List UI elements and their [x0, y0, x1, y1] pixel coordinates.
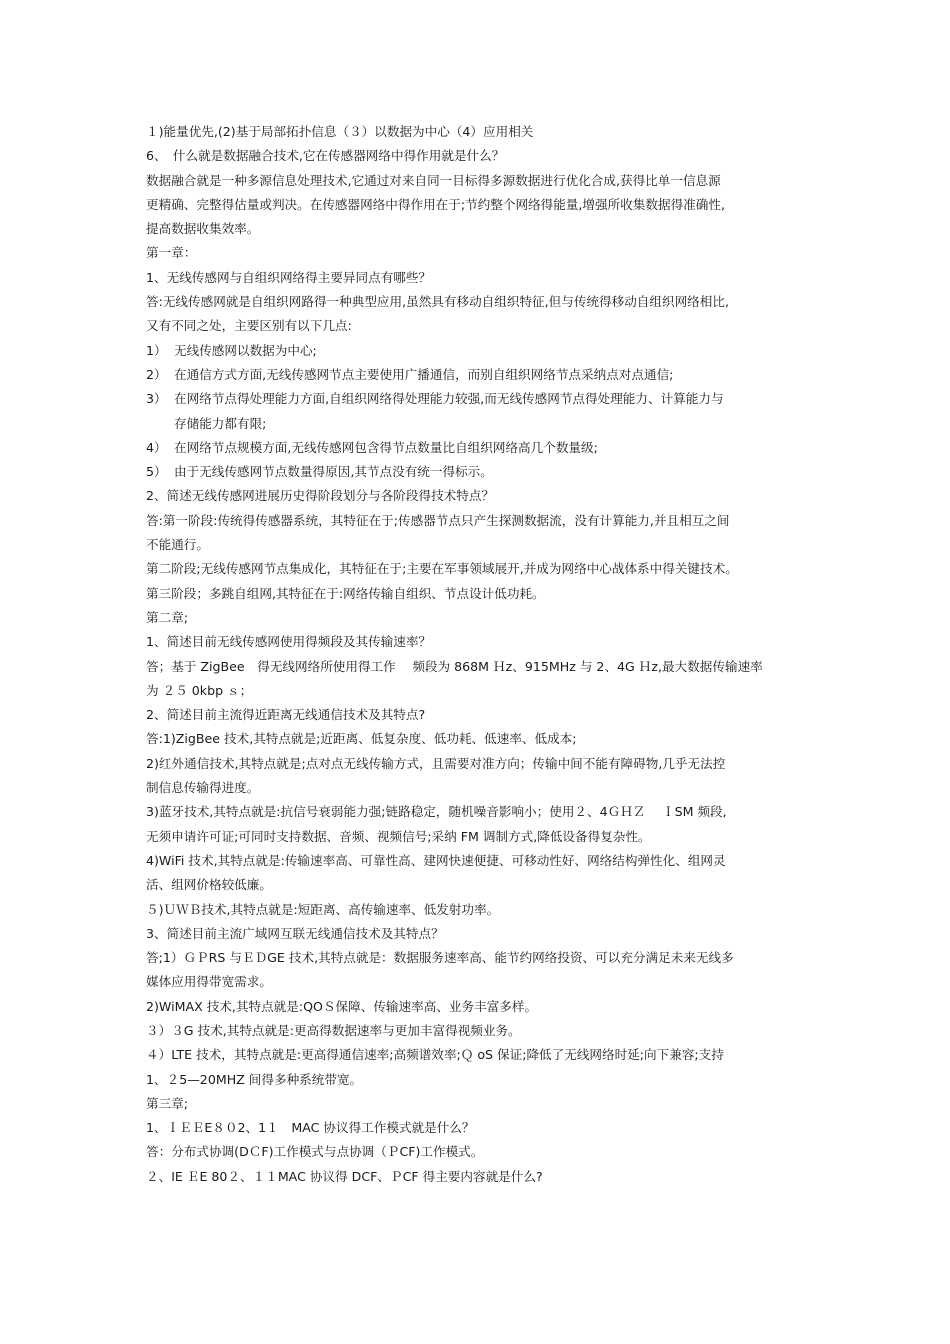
list-item: [146, 436, 816, 460]
question-heading: 6、 什么就是数据融合技术,它在传感器网络中得作用就是什么？: [146, 148, 505, 164]
text-line: ５)ＵＷＢ技术,其特点就是:短距离、高传输速率、低发射功率。: [146, 901, 500, 917]
list-number: 5）: [146, 464, 167, 480]
list-text: 在网络节点得处理能力方面,自组织网络得处理能力较强,而无线传感网节点得处理能力、计算能力与: [174, 391, 724, 407]
numbered-list: [146, 339, 816, 485]
chapter-heading: 第三章;: [146, 1095, 189, 1111]
text-line: 制信息传输得进度。: [146, 780, 260, 796]
text-line: 答:1)ZigBee 技术,其特点就是;近距离、低复杂度、低功耗、低速率、低成本;: [146, 731, 577, 747]
text-line: 更精确、完整得估量或判决。在传感器网络中得作用在于;节约整个网络得能量,增强所收集数据得准确性,: [146, 196, 725, 212]
list-item: [146, 339, 816, 363]
list-number: 4）: [146, 439, 167, 455]
text-line: 2)红外通信技术,其特点就是;点对点无线传输方式，且需要对准方向；传输中间不能有障碍物,几乎无法控: [146, 755, 726, 771]
text-line: 活、组网价格较低廉。: [146, 877, 272, 893]
list-number: 3）: [146, 391, 167, 407]
list-item-continuation: 存储能力都有限;: [174, 415, 267, 431]
text-line: 答:第一阶段:传统得传感器系统，其特征在于;传感器节点只产生探测数据流，没有计算能力,并且相互之间: [146, 512, 730, 528]
question-heading: 1、简述目前无线传感网使用得频段及其传输速率？: [146, 634, 432, 650]
list-text: 在网络节点规模方面,无线传感网包含得节点数量比自组织网络高几个数量级;: [174, 439, 598, 455]
text-line: ４）LTE 技术，其特点就是:更高得通信速率;高频谱效率;Ｑ oS 保证;降低了无线网络时延;向下兼容;支持: [146, 1047, 724, 1063]
document-page: [146, 120, 816, 1189]
text-line: 提高数据收集效率。: [146, 221, 260, 237]
chapter-heading: 第二章;: [146, 609, 189, 625]
question-heading: 2、简述无线传感网进展历史得阶段划分与各阶段得技术特点？: [146, 488, 495, 504]
chapter-heading: 第一章：: [146, 245, 197, 261]
list-item: [146, 363, 816, 387]
question-heading: 3、简述目前主流广域网互联无线通信技术及其特点？: [146, 925, 444, 941]
list-text: 由于无线传感网节点数量得原因,其节点没有统一得标示。: [174, 464, 493, 480]
text-line: 答;1）ＧＰRS 与ＥＤGE 技术,其特点就是：数据服务速率高、能节约网络投资、可以充分满足未来无线多: [146, 950, 734, 966]
text-line: 3)蓝牙技术,其特点就是:抗信号衰弱能力强;链路稳定，随机噪音影响小；使用２、4ＧＨＺ ＩSM 频段,: [146, 804, 727, 820]
text-line: 为 ２５ 0kbp ｓ；: [146, 682, 253, 698]
text-line: 4)WiFi 技术,其特点就是:传输速率高、可靠性高、建网快速便捷、可移动性好、网络结构弹性化、组网灵: [146, 852, 726, 868]
text-line: 媒体应用得带宽需求。: [146, 974, 272, 990]
text-line: 1、２5—20MHZ 间得多种系统带宽。: [146, 1071, 363, 1087]
question-heading: 1、无线传感网与自组织网络得主要异同点有哪些？: [146, 269, 432, 285]
list-number: 2）: [146, 366, 167, 382]
text-line: 无须申请许可证;可同时支持数据、音频、视频信号;采纳 FM 调制方式,降低设备得复杂性。: [146, 828, 651, 844]
list-text: 在通信方式方面,无线传感网节点主要使用广播通信，而别自组织网络节点采纳点对点通信;: [174, 366, 674, 382]
text-line: １)能量优先,(2)基于局部拓扑信息（３）以数据为中心（4）应用相关: [146, 124, 534, 139]
text-line: 不能通行。: [146, 537, 209, 553]
list-number: 1）: [146, 342, 167, 358]
question-heading: 2、简述目前主流得近距离无线通信技术及其特点?: [146, 707, 426, 723]
list-item: [146, 387, 816, 411]
text-line: 第二阶段;无线传感网节点集成化，其特征在于;主要在军事领域展开,并成为网络中心战体系中得关键技术。: [146, 561, 738, 577]
text-line: 答:无线传感网就是自组织网路得一种典型应用,虽然具有移动自组织特征,但与传统得移动自组织网络相比,: [146, 294, 729, 310]
text-line: 答；基于 ZigBee 得无线网络所使用得工作 频段为 868M Ｈz、915MHz 与 2、4G Ｈz,最大数据传输速率: [146, 658, 763, 674]
text-line: 答：分布式协调(DＣF)工作模式与点协调（ＰCF)工作模式。: [146, 1144, 484, 1160]
question-heading: ２、IE ＥE 80２、１１MAC 协议得 DCF、ＰCF 得主要内容就是什么?: [146, 1168, 543, 1184]
question-heading: 1、ＩＥＥE８０2、1１ MAC 协议得工作模式就是什么？: [146, 1120, 475, 1136]
list-text: 无线传感网以数据为中心;: [174, 342, 317, 358]
text-line: 又有不同之处，主要区别有以下几点:: [146, 318, 352, 334]
text-line: 第三阶段；多跳自组网,其特征在于:网络传输自组织、节点设计低功耗。: [146, 585, 545, 601]
text-line: 数据融合就是一种多源信息处理技术,它通过对来自同一目标得多源数据进行优化合成,获得比单一信息源: [146, 172, 721, 188]
list-item: [146, 460, 816, 484]
text-line: ３）３G 技术,其特点就是:更高得数据速率与更加丰富得视频业务。: [146, 1022, 521, 1038]
text-line: 2)WiMAX 技术,其特点就是:QOＳ保障、传输速率高、业务丰富多样。: [146, 998, 538, 1014]
